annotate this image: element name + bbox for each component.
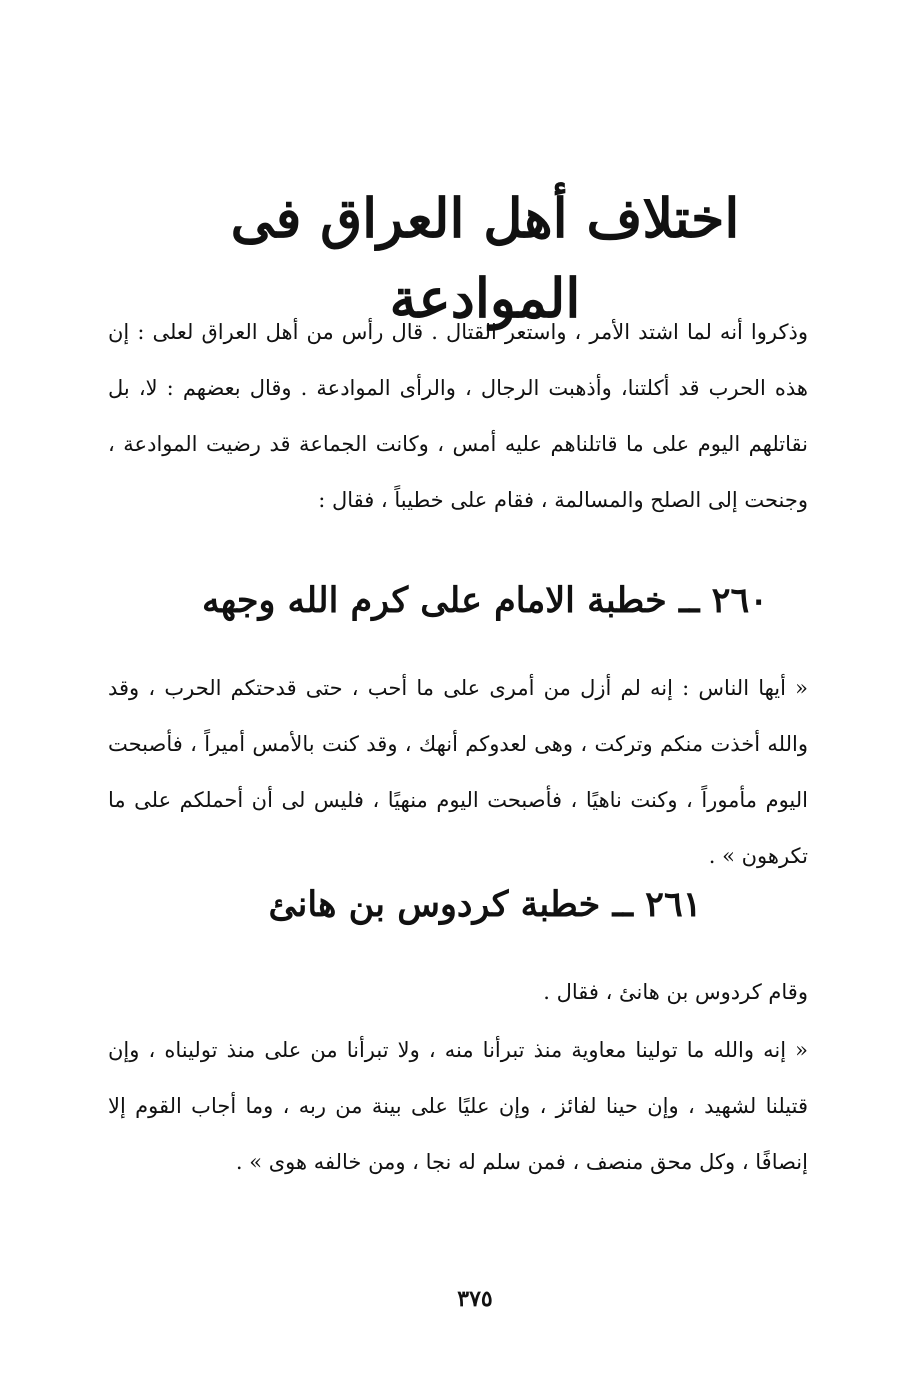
page-number: ٣٧٥ [457,1286,493,1312]
section-261-text: « إنه والله ما تولينا معاوية منذ تبرأنا منه ، ولا تبرأنا من على منذ توليناه ، وإن قتيلنا لشهيد ، وإن حينا لفائز ، وإن عليًا على بينة من ربه ، وما أجاب القوم إلا إنصافًا ، وكل محق منصف ، فمن سلم له نجا ، ومن خالفه هوى » . [108,1038,808,1174]
section-heading-261: ٢٦١ ــ خطبة كردوس بن هانئ [268,884,702,925]
section-260-text: « أيها الناس : إنه لم أزل من أمرى على ما أحب ، حتى قدحتكم الحرب ، وقد والله أخذت منكم وتركت ، وهى لعدوكم أنهك ، وقد كنت بالأمس أميراً ، فأصبحت اليوم مأموراً ، وكنت ناهيًا ، فأصبحت اليوم منهيًا ، فليس لى أن أحملكم على ما تكرهون » . [108,676,808,868]
section-261-intro: وقام كردوس بن هانئ ، فقال . [543,980,808,1004]
section-heading-260: ٢٦٠ ــ خطبة الامام على كرم الله وجهه [201,580,769,621]
chapter-title: اختلاف أهل العراق فى الموادعة [230,186,740,330]
intro-paragraph: وذكروا أنه لما اشتد الأمر ، واستعر القتال . قال رأس من أهل العراق لعلى : إن هذه الحرب قد أكلتنا، وأذهبت الرجال ، والرأى الموادعة . وقال بعضهم : لا، بل نقاتلهم اليوم على ما قاتلناهم عليه أمس ، وكانت الجماعة قد رضيت الموادعة ، وجنحت إلى الصلح والمسالمة ، فقام على خطيباً ، فقال : [108,320,808,512]
